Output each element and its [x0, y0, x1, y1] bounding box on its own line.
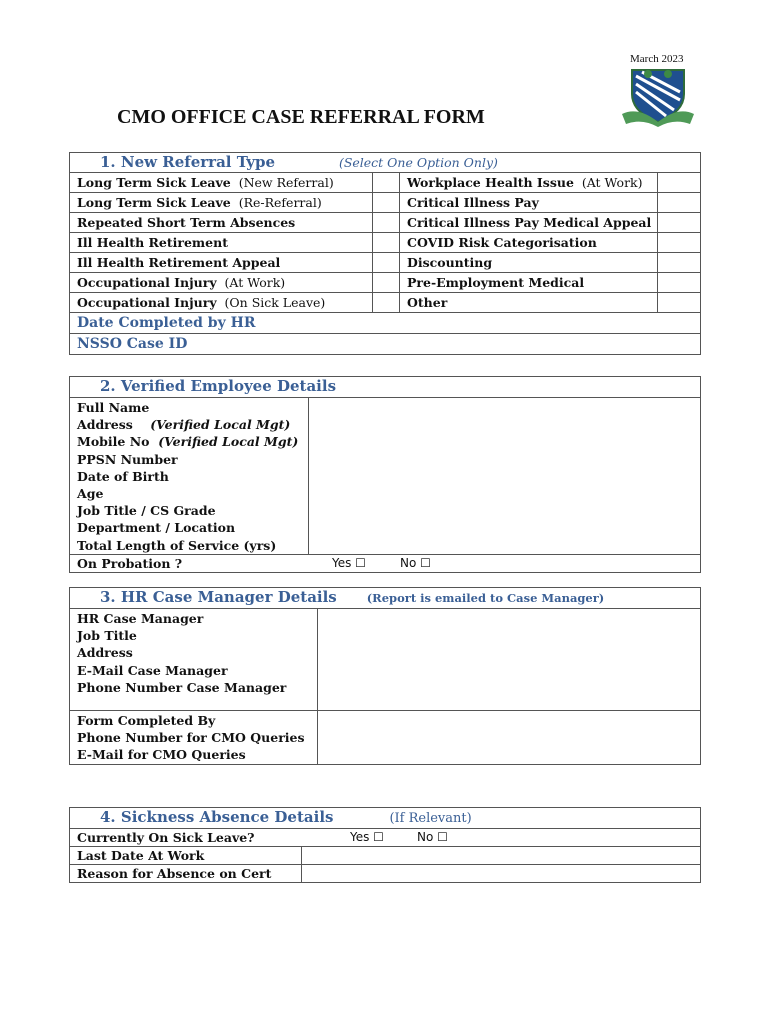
- section4-note: (If Relevant): [389, 811, 472, 826]
- last-date-label: Last Date At Work: [70, 847, 302, 865]
- form-title: CMO OFFICE CASE REFERRAL FORM: [117, 106, 485, 128]
- referral-select-box[interactable]: [658, 293, 701, 313]
- probation-no-checkbox[interactable]: No ☐: [400, 555, 431, 570]
- section1-heading: 1. New Referral Type: [100, 153, 275, 171]
- referral-option-left: Long Term Sick Leave (Re-Referral): [70, 193, 373, 213]
- referral-option-left: Occupational Injury (On Sick Leave): [70, 293, 373, 313]
- referral-option-right: Critical Illness Pay Medical Appeal: [400, 213, 658, 233]
- referral-option-left: Ill Health Retirement Appeal: [70, 253, 373, 273]
- referral-option-right: Discounting: [400, 253, 658, 273]
- date-completed-field[interactable]: Date Completed by HR: [70, 313, 701, 334]
- employee-details-table: [69, 376, 701, 573]
- case-manager-input[interactable]: [318, 609, 701, 711]
- referral-select-box[interactable]: [373, 253, 400, 273]
- referral-option-right: Pre-Employment Medical: [400, 273, 658, 293]
- section4-header: [70, 808, 701, 829]
- section2-heading: 2. Verified Employee Details: [100, 377, 337, 395]
- sick-leave-row: Currently On Sick Leave? Yes ☐ No ☐: [70, 829, 701, 847]
- section3-note: (Report is emailed to Case Manager): [366, 591, 605, 605]
- referral-option-left: Ill Health Retirement: [70, 233, 373, 253]
- referral-option-right: Critical Illness Pay: [400, 193, 658, 213]
- referral-select-box[interactable]: [373, 193, 400, 213]
- referral-select-box[interactable]: [658, 193, 701, 213]
- referral-option-left: Long Term Sick Leave (New Referral): [70, 173, 373, 193]
- completed-by-labels: Form Completed By Phone Number for CMO Queries E-Mail for CMO Queries: [70, 711, 318, 765]
- employee-details-input[interactable]: [309, 398, 701, 555]
- sick-leave-no-checkbox[interactable]: No ☐: [417, 830, 448, 844]
- employee-field-labels: Full Name Address (Verified Local Mgt) Mobile No (Verified Local Mgt) PPSN Number Date of Birth Age Job Title / CS Grade Department / Location Total Length of Service (yrs): [70, 398, 309, 555]
- sick-leave-yes-checkbox[interactable]: Yes ☐: [350, 830, 384, 844]
- case-manager-labels: HR Case Manager Job Title Address E-Mail Case Manager Phone Number Case Manager: [70, 609, 318, 711]
- referral-type-table: [69, 152, 701, 355]
- referral-option-right: Workplace Health Issue (At Work): [400, 173, 658, 193]
- section3-heading: 3. HR Case Manager Details: [100, 588, 337, 606]
- referral-select-box[interactable]: [658, 273, 701, 293]
- form-date: March 2023: [630, 53, 684, 65]
- referral-select-box[interactable]: [658, 233, 701, 253]
- sickness-absence-table: [69, 807, 701, 883]
- referral-select-box[interactable]: [373, 293, 400, 313]
- referral-select-box[interactable]: [373, 173, 400, 193]
- section3-header: [70, 588, 701, 609]
- referral-select-box[interactable]: [658, 173, 701, 193]
- referral-select-box[interactable]: [373, 233, 400, 253]
- section2-header: [70, 377, 701, 398]
- referral-option-right: COVID Risk Categorisation: [400, 233, 658, 253]
- reason-label: Reason for Absence on Cert: [70, 865, 302, 883]
- referral-option-left: Occupational Injury (At Work): [70, 273, 373, 293]
- section1-header: [70, 153, 701, 173]
- nsso-case-id-field[interactable]: NSSO Case ID: [70, 334, 701, 355]
- crest-logo: [618, 66, 698, 128]
- case-manager-table: [69, 587, 701, 765]
- referral-select-box[interactable]: [658, 213, 701, 233]
- referral-select-box[interactable]: [373, 213, 400, 233]
- probation-row: On Probation ? Yes ☐ No ☐: [70, 554, 701, 572]
- referral-select-box[interactable]: [373, 273, 400, 293]
- referral-option-right: Other: [400, 293, 658, 313]
- completed-by-input[interactable]: [318, 711, 701, 765]
- section1-note: (Select One Option Only): [338, 155, 498, 170]
- reason-input[interactable]: [302, 865, 701, 883]
- referral-select-box[interactable]: [658, 253, 701, 273]
- referral-option-left: Repeated Short Term Absences: [70, 213, 373, 233]
- probation-yes-checkbox[interactable]: Yes ☐: [332, 555, 366, 570]
- last-date-input[interactable]: [302, 847, 701, 865]
- section4-heading: 4. Sickness Absence Details: [100, 808, 334, 826]
